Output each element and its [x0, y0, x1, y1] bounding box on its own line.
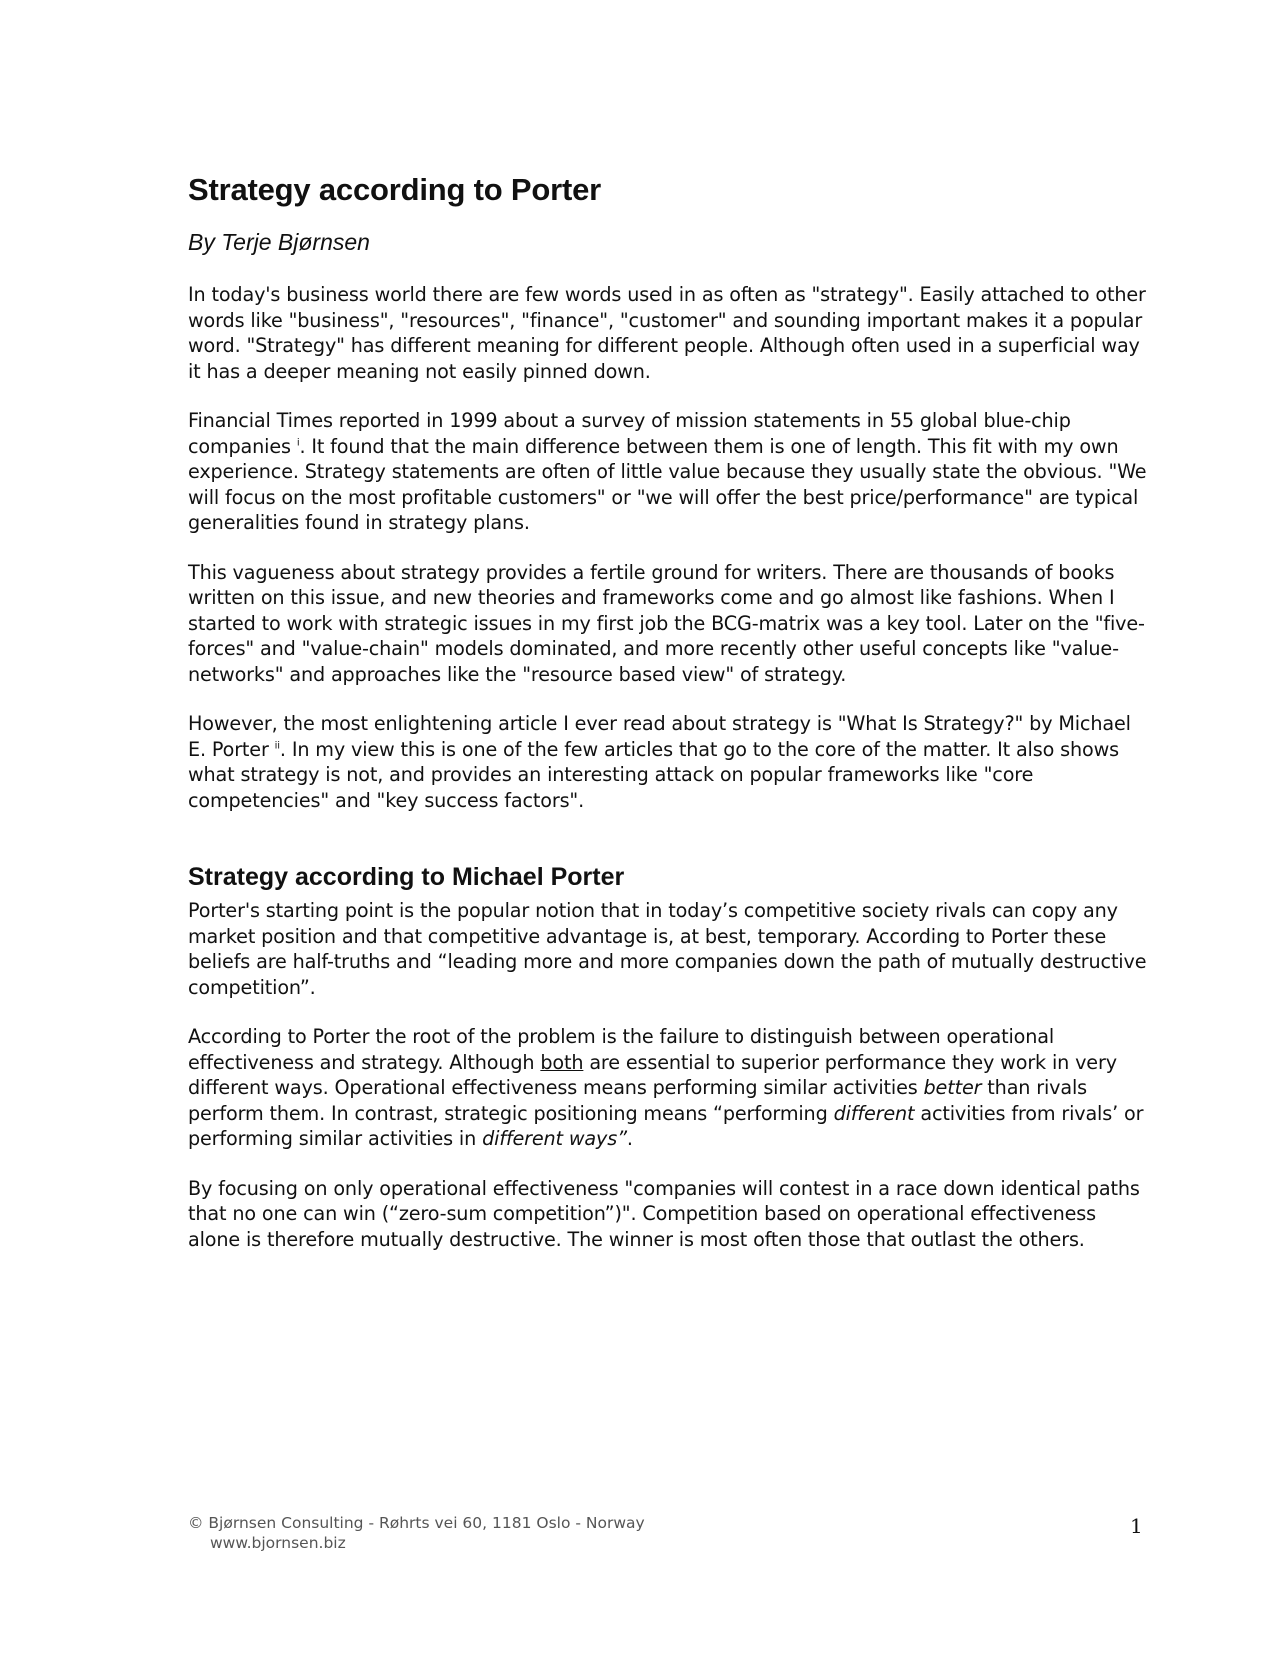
footnote-ref-i: i — [296, 437, 300, 449]
page-footer — [188, 1513, 645, 1553]
section-paragraph-2-text-d: activities from rivals’ or performing similar activities in — [188, 1101, 1144, 1150]
document-content — [188, 172, 1148, 1252]
intro-paragraph-2-text-a: Financial Times reported in 1999 about a survey of mission statements in 55 global blue-chip companies — [188, 409, 1071, 458]
intro-paragraph-4-text-b: . In my view this is one of the few articles that go to the core of the matter. It also shows what strategy is not, and provides an interesting attack on popular frameworks like "core competencies" and "key success factors". — [188, 737, 1119, 812]
author-byline: By Terje Bjørnsen — [188, 229, 370, 255]
section-paragraph-2-text-e: . — [626, 1127, 633, 1150]
page-number: 1 — [1130, 1514, 1143, 1538]
section-paragraph-2-text-c: than rivals perform them. In contrast, strategic positioning means “performing — [188, 1076, 1088, 1125]
section-paragraph-3: By focusing on only operational effectiveness "companies will contest in a race down identical paths that no one can win (“zero-sum competition”)". Competition based on operational effectiveness alone is therefore mutually destructive. The winner is most often those that outlast the others. — [188, 1176, 1140, 1251]
section-paragraph-2-text-b: are essential to superior performance they work in very different ways. Operational effectiveness means performing similar activities — [188, 1050, 1117, 1099]
intro-paragraph-3: This vagueness about strategy provides a fertile ground for writers. There are thousands of books written on this issue, and new theories and frameworks come and go almost like fashions. When I started to work with strategic issues in my first job the BCG-matrix was a key tool. Later on the "five-forces" and "value-chain" models dominated, and more recently other useful concepts like "value-networks" and approaches like the "resource based view" of strategy. — [188, 560, 1145, 686]
section-paragraph-1: Porter's starting point is the popular notion that in today’s competitive society rivals can copy any market position and that competitive advantage is, at best, temporary. According to Porter these beliefs are half-truths and “leading more and more companies down the path of mutually destructive competition”. — [188, 899, 1147, 999]
italic-different-ways: different ways” — [482, 1127, 627, 1150]
section-paragraph-2 — [188, 1024, 1148, 1152]
italic-better: better — [923, 1076, 982, 1099]
footer-copyright: © Bjørnsen Consulting - Røhrts vei 60, 1181 Oslo - Norway — [188, 1514, 645, 1532]
footer-website-link[interactable]: www.bjornsen.biz — [210, 1534, 346, 1552]
italic-different: different — [833, 1101, 915, 1125]
section-heading: Strategy according to Michael Porter — [188, 863, 625, 891]
intro-paragraph-1: In today's business world there are few words used in as often as "strategy". Easily attached to other words like "business", "resources", "finance", "customer" and sounding important makes it a popular word. "Strategy" has different meaning for different people. Although often used in a superficial way it has a deeper meaning not easily pinned down. — [188, 283, 1146, 383]
footnote-ref-ii: ii — [274, 740, 280, 752]
section-paragraph-2-text-a: According to Porter the root of the problem is the failure to distinguish between operational effectiveness and strategy. Although — [188, 1025, 1055, 1074]
underlined-both: both — [540, 1050, 584, 1074]
intro-paragraph-4-text-a: However, the most enlightening article I ever read about strategy is "What Is Strategy?" by Michael E. Porter — [188, 712, 1131, 761]
document-title: Strategy according to Porter — [188, 172, 601, 207]
intro-paragraph-2 — [188, 408, 1148, 536]
intro-paragraph-4 — [188, 711, 1148, 813]
intro-paragraph-2-text-b: . It found that the main difference between them is one of length. This fit with my own experience. Strategy statements are often of little value because they usually state the obvious. "We will focus on the most profitable customers" or "we will offer the best price/performance" are typical generalities found in strategy plans. — [188, 434, 1147, 534]
